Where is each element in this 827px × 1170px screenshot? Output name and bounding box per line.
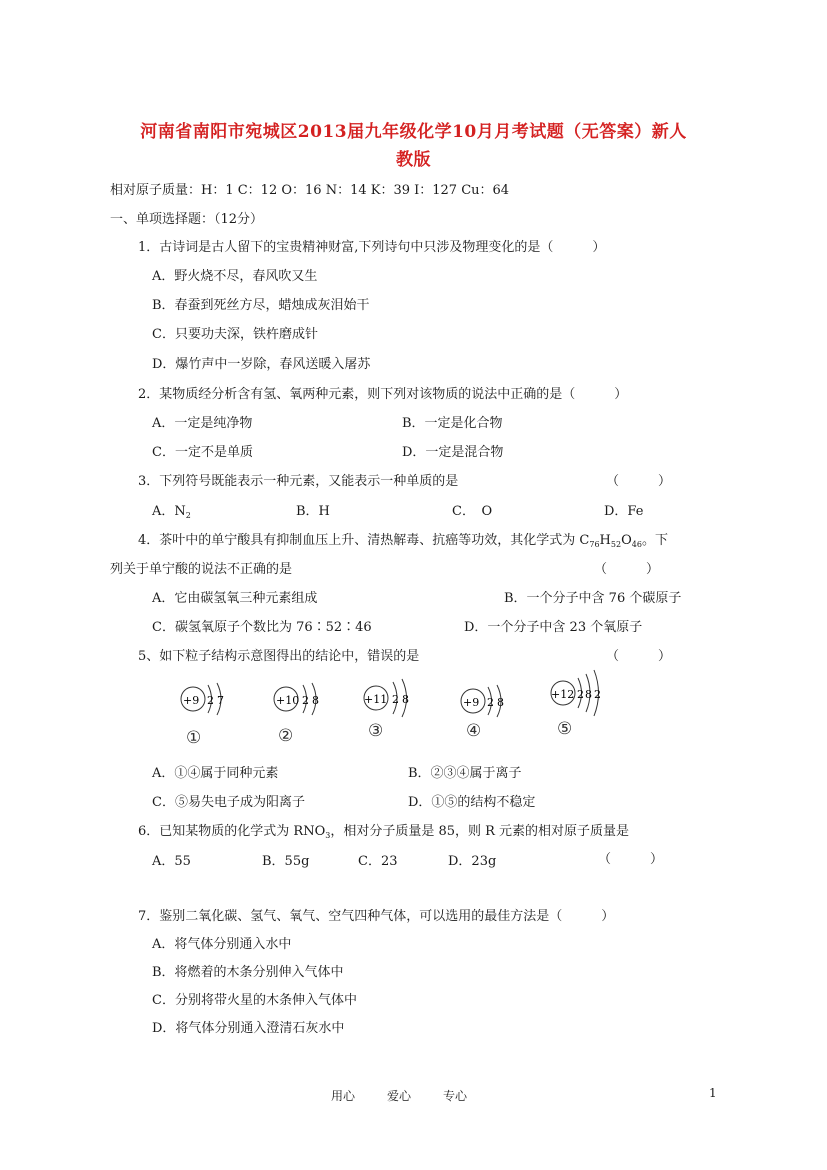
atom-diagram-1 [178, 682, 238, 726]
question-7-option-a: A．将气体分别通入水中 [152, 937, 292, 952]
atom-5-shell-1: 2 [577, 688, 584, 701]
question-4-stem-line2: 列关于单宁酸的说法不正确的是 [110, 562, 293, 577]
question-3-option-b: B．H [296, 504, 330, 519]
question-5-option-d: D．①⑤的结构不稳定 [408, 795, 536, 810]
question-4-stem: 4．茶叶中的单宁酸具有抑制血压上升、清热解毒、抗癌等功效，其化学式为 $C_{76}H_{52}O_{46}$。下 [138, 533, 668, 549]
document-title-line1: 河南省南阳市宛城区2013届九年级化学10月月考试题（无答案）新人 [140, 122, 687, 142]
question-4-option-c: C．碳氢氧原子个数比为 76∶52∶46 [152, 620, 372, 635]
question-3-option-c: C． O [452, 504, 493, 519]
diagram-label-3: ③ [368, 721, 384, 741]
atom-2-nucleus: +10 [276, 694, 300, 707]
question-2-stem: 2．某物质经分析含有氢、氧两种元素，则下列对该物质的说法中正确的是（ ） [138, 387, 628, 402]
question-2-option-b: B．一定是化合物 [402, 416, 503, 431]
question-3-answer-paren: （ ） [606, 474, 672, 489]
question-2-option-c: C．一定不是单质 [152, 445, 253, 460]
question-3-option-a: A．$N_2$ [152, 504, 191, 520]
question-5-option-b: B．②③④属于离子 [408, 766, 522, 781]
question-5-stem: 5、如下粒子结构示意图得出的结论中，错误的是 [138, 649, 420, 664]
question-2-option-a: A．一定是纯净物 [152, 416, 253, 431]
question-4-answer-paren: （ ） [594, 562, 660, 577]
diagram-label-1: ① [186, 728, 202, 748]
question-3-stem: 3．下列符号既能表示一种元素，又能表示一种单质的是 [138, 474, 459, 489]
question-5-option-a: A．①④属于同种元素 [152, 766, 279, 781]
atom-5-shell-3: 2 [594, 688, 601, 701]
question-1-option-b: B．春蚕到死丝方尽，蜡烛成灰泪始干 [152, 298, 370, 313]
question-7-option-c: C．分别将带火星的木条伸入气体中 [152, 993, 357, 1008]
question-6-option-a: A．55 [152, 854, 191, 869]
diagram-label-5: ⑤ [557, 719, 573, 739]
question-7-option-d: D．将气体分别通入澄清石灰水中 [152, 1021, 345, 1036]
question-2-option-d: D．一定是混合物 [402, 445, 504, 460]
atom-3-shell-1: 2 [392, 693, 399, 706]
atom-1-shell-2: 7 [217, 694, 224, 707]
question-7-option-b: B．将燃着的木条分别伸入气体中 [152, 965, 344, 980]
question-6-stem: 6．已知某物质的化学式为 $RNO_3$，相对分子质量是 85，则 R 元素的相对原子质量是 [138, 824, 630, 840]
document-title-line2: 教版 [396, 150, 431, 170]
atom-diagram-2 [271, 682, 331, 726]
atom-3-shell-2: 8 [402, 693, 409, 706]
question-4-option-d: D．一个分子中含 23 个氧原子 [464, 620, 643, 635]
question-6-option-d: D．23g [448, 854, 497, 869]
question-1-option-d: D．爆竹声中一岁除，春风送暖入屠苏 [152, 357, 371, 372]
atom-diagram-5 [548, 668, 608, 722]
question-1-option-a: A．野火烧不尽，春风吹又生 [152, 269, 318, 284]
atom-4-nucleus: +9 [463, 696, 480, 709]
atom-1-shell-1: 2 [207, 694, 214, 707]
atomic-masses: 相对原子质量：H：1 C：12 O：16 N：14 K：39 I：127 Cu：64 [110, 183, 510, 198]
section-heading: 一、单项选择题：（12分） [110, 212, 264, 227]
question-6-option-c: C．23 [358, 854, 398, 869]
question-4-option-a: A．它由碳氢氧三种元素组成 [152, 591, 318, 606]
atom-3-nucleus: +11 [364, 693, 388, 706]
page-number: 1 [709, 1086, 717, 1100]
footer-text-3: 专心 [443, 1089, 468, 1103]
question-1-stem: 1．古诗词是古人留下的宝贵精神财富,下列诗句中只涉及物理变化的是（ ） [138, 240, 606, 255]
question-5-option-c: C．⑤易失电子成为阳离子 [152, 795, 305, 810]
question-4-option-b: B．一个分子中含 76 个碳原子 [504, 591, 682, 606]
atom-2-shell-2: 8 [312, 694, 319, 707]
question-3-option-d: D．Fe [604, 504, 644, 519]
question-7-stem: 7．鉴别二氧化碳、氢气、氧气、空气四种气体，可以选用的最佳方法是（ ） [138, 909, 615, 924]
diagram-label-2: ② [278, 726, 294, 746]
question-6-answer-paren: （ ） [598, 852, 664, 867]
question-5-answer-paren: （ ） [606, 649, 672, 664]
question-6-option-b: B．55g [262, 854, 310, 869]
footer-text-1: 用心 [331, 1089, 356, 1103]
atom-1-nucleus: +9 [183, 694, 200, 707]
footer-text-2: 爱心 [387, 1089, 412, 1103]
atom-diagram-3 [361, 679, 421, 727]
atom-4-shell-2: 8 [497, 696, 504, 709]
question-1-option-c: C．只要功夫深，铁杵磨成针 [152, 327, 318, 342]
diagram-label-4: ④ [466, 721, 482, 741]
atom-4-shell-1: 2 [487, 696, 494, 709]
atom-2-shell-1: 2 [302, 694, 309, 707]
atom-5-shell-2: 8 [585, 688, 592, 701]
atom-5-nucleus: +12 [551, 688, 575, 701]
